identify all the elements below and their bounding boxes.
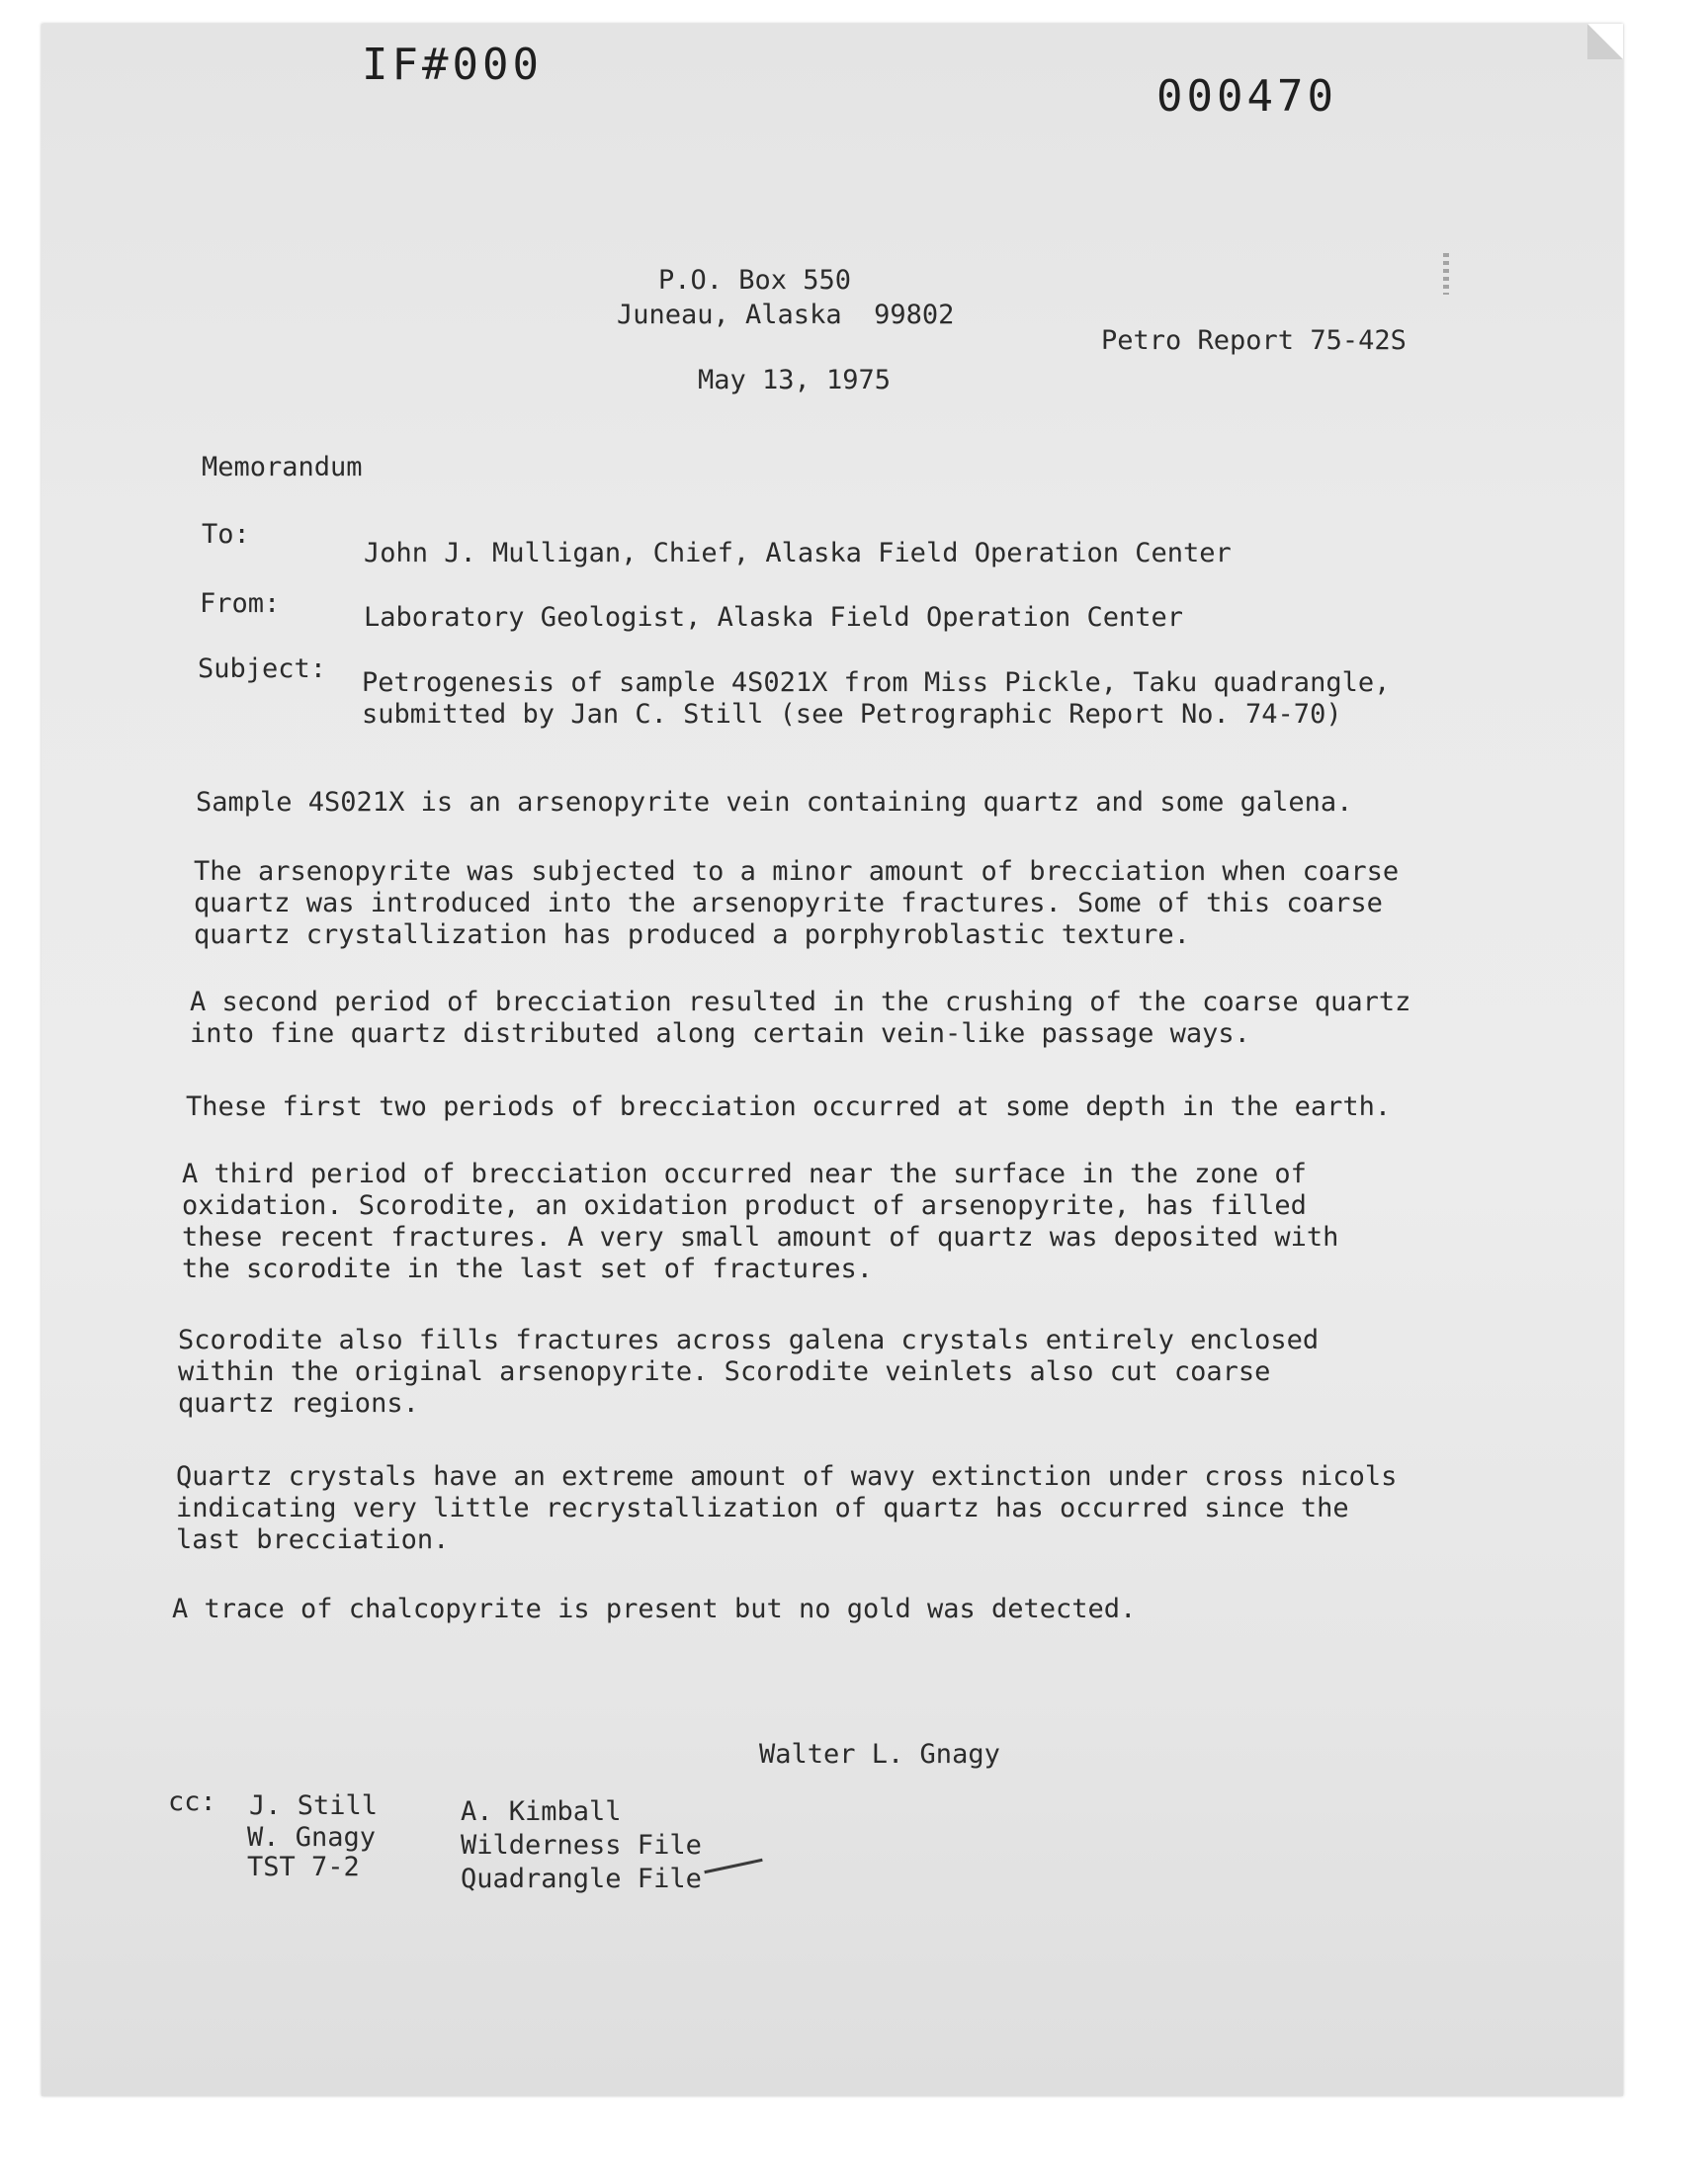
cc-label: cc: — [168, 1786, 216, 1817]
cc-recipient: Wilderness File — [461, 1830, 702, 1861]
file-stamp: IF#000 — [362, 40, 543, 90]
cc-recipient: J. Still — [249, 1790, 379, 1821]
paragraph-2: The arsenopyrite was subjected to a minor amount of brecciation when coarse quartz was introduced into the arsenopyrite fractures. Some of this coarse quartz crystallization has produced a porphyroblastic texture. — [194, 856, 1400, 950]
cc-recipient: TST 7-2 — [247, 1852, 360, 1882]
address-line-2: Juneau, Alaska 99802 — [617, 300, 955, 330]
paragraph-4: These first two periods of brecciation occurred at some depth in the earth. — [186, 1091, 1392, 1122]
paragraph-8: A trace of chalcopyrite is present but no gold was detected. — [172, 1594, 1137, 1624]
paragraph-7: Quartz crystals have an extreme amount of wavy extinction under cross nicols indicating very little recrystallization of quartz has occurred since the last brecciation. — [176, 1461, 1398, 1555]
paragraph-5: A third period of brecciation occurred near the surface in the zone of oxidation. Scorodite, an oxidation product of arsenopyrite, has filled these recent fractures. A very small amount of quartz was deposited with the scorodite in the last set of fractures. — [182, 1159, 1339, 1284]
subject-label: Subject: — [198, 653, 327, 684]
to-value: John J. Mulligan, Chief, Alaska Field Operation Center — [364, 538, 1232, 568]
cc-recipient: A. Kimball — [461, 1796, 622, 1827]
memo-date: May 13, 1975 — [698, 365, 892, 395]
paragraph-1: Sample 4S021X is an arsenopyrite vein containing quartz and some galena. — [196, 787, 1353, 818]
address-line-1: P.O. Box 550 — [658, 265, 852, 296]
paragraph-6: Scorodite also fills fractures across galena crystals entirely enclosed within the original arsenopyrite. Scorodite veinlets also cut coarse quartz regions. — [178, 1325, 1320, 1419]
folded-corner — [1587, 24, 1623, 59]
cc-recipient: W. Gnagy — [247, 1822, 377, 1853]
subject-line-2: submitted by Jan C. Still (see Petrographic Report No. 74-70) — [362, 699, 1342, 730]
from-value: Laboratory Geologist, Alaska Field Operation Center — [364, 602, 1184, 633]
signature-name: Walter L. Gnagy — [759, 1739, 1000, 1770]
paragraph-3: A second period of brecciation resulted in the crushing of the coarse quartz into fine quartz distributed along certain vein-like passage ways. — [190, 987, 1411, 1049]
to-label: To: — [202, 519, 250, 550]
report-number: Petro Report 75-42S — [1101, 325, 1407, 356]
subject-line-1: Petrogenesis of sample 4S021X from Miss Pickle, Taku quadrangle, — [362, 667, 1391, 698]
margin-mark — [1443, 253, 1449, 295]
from-label: From: — [200, 588, 281, 619]
memo-type: Memorandum — [202, 452, 363, 482]
page-number-stamp: 000470 — [1156, 71, 1337, 122]
cc-recipient: Quadrangle File — [461, 1864, 702, 1894]
